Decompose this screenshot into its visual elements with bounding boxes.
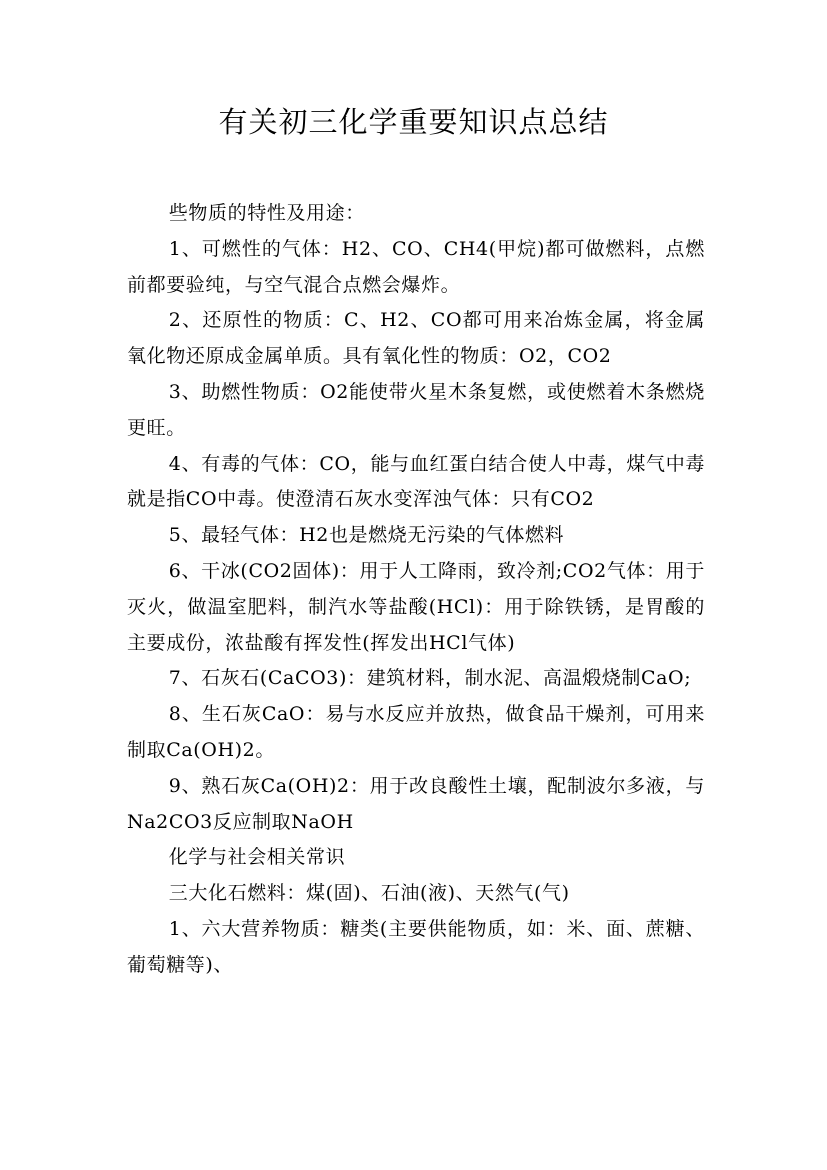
paragraph: 2、还原性的物质：C、H2、CO都可用来冶炼金属，将金属氧化物还原成金属单质。具有氧化性的物质：O2，CO2 xyxy=(127,309,705,368)
paragraph: 6、干冰(CO2固体)：用于人工降雨，致冷剂;CO2气体：用于灭火，做温室肥料，制汽水等盐酸(HCl)：用于除铁锈，是胃酸的主要成份，浓盐酸有挥发性(挥发出HCl气体) xyxy=(127,559,705,654)
paragraph: 4、有毒的气体：CO，能与血红蛋白结合使人中毒，煤气中毒就是指CO中毒。使澄清石灰水变浑浊气体：只有CO2 xyxy=(127,452,705,511)
paragraph: 9、熟石灰Ca(OH)2：用于改良酸性土壤，配制波尔多液，与Na2CO3反应制取NaOH xyxy=(127,774,705,833)
paragraph: 7、石灰石(CaCO3)：建筑材料，制水泥、高温煅烧制CaO; xyxy=(168,667,692,690)
paragraph: 3、助燃性物质：O2能使带火星木条复燃，或使燃着木条燃烧更旺。 xyxy=(127,380,705,439)
document-title: 有关初三化学重要知识点总结 xyxy=(218,105,609,139)
document-body xyxy=(127,196,705,984)
paragraph: 化学与社会相关常识 xyxy=(168,846,346,869)
paragraph: 8、生石灰CaO：易与水反应并放热，做食品干燥剂，可用来制取Ca(OH)2。 xyxy=(127,703,705,761)
paragraph: 5、最轻气体：H2也是燃烧无污染的气体燃料 xyxy=(168,524,565,547)
paragraph: 1、六大营养物质：糖类(主要供能物质，如：米、面、蔗糖、葡萄糖等)、 xyxy=(127,917,705,976)
paragraph: 些物质的特性及用途： xyxy=(168,202,365,224)
paragraph: 三大化石燃料：煤(固)、石油(液)、天然气(气) xyxy=(168,882,570,905)
paragraph: 1、可燃性的气体：H2、CO、CH4(甲烷)都可做燃料，点燃前都要验纯，与空气混合点燃会爆炸。 xyxy=(127,237,705,296)
